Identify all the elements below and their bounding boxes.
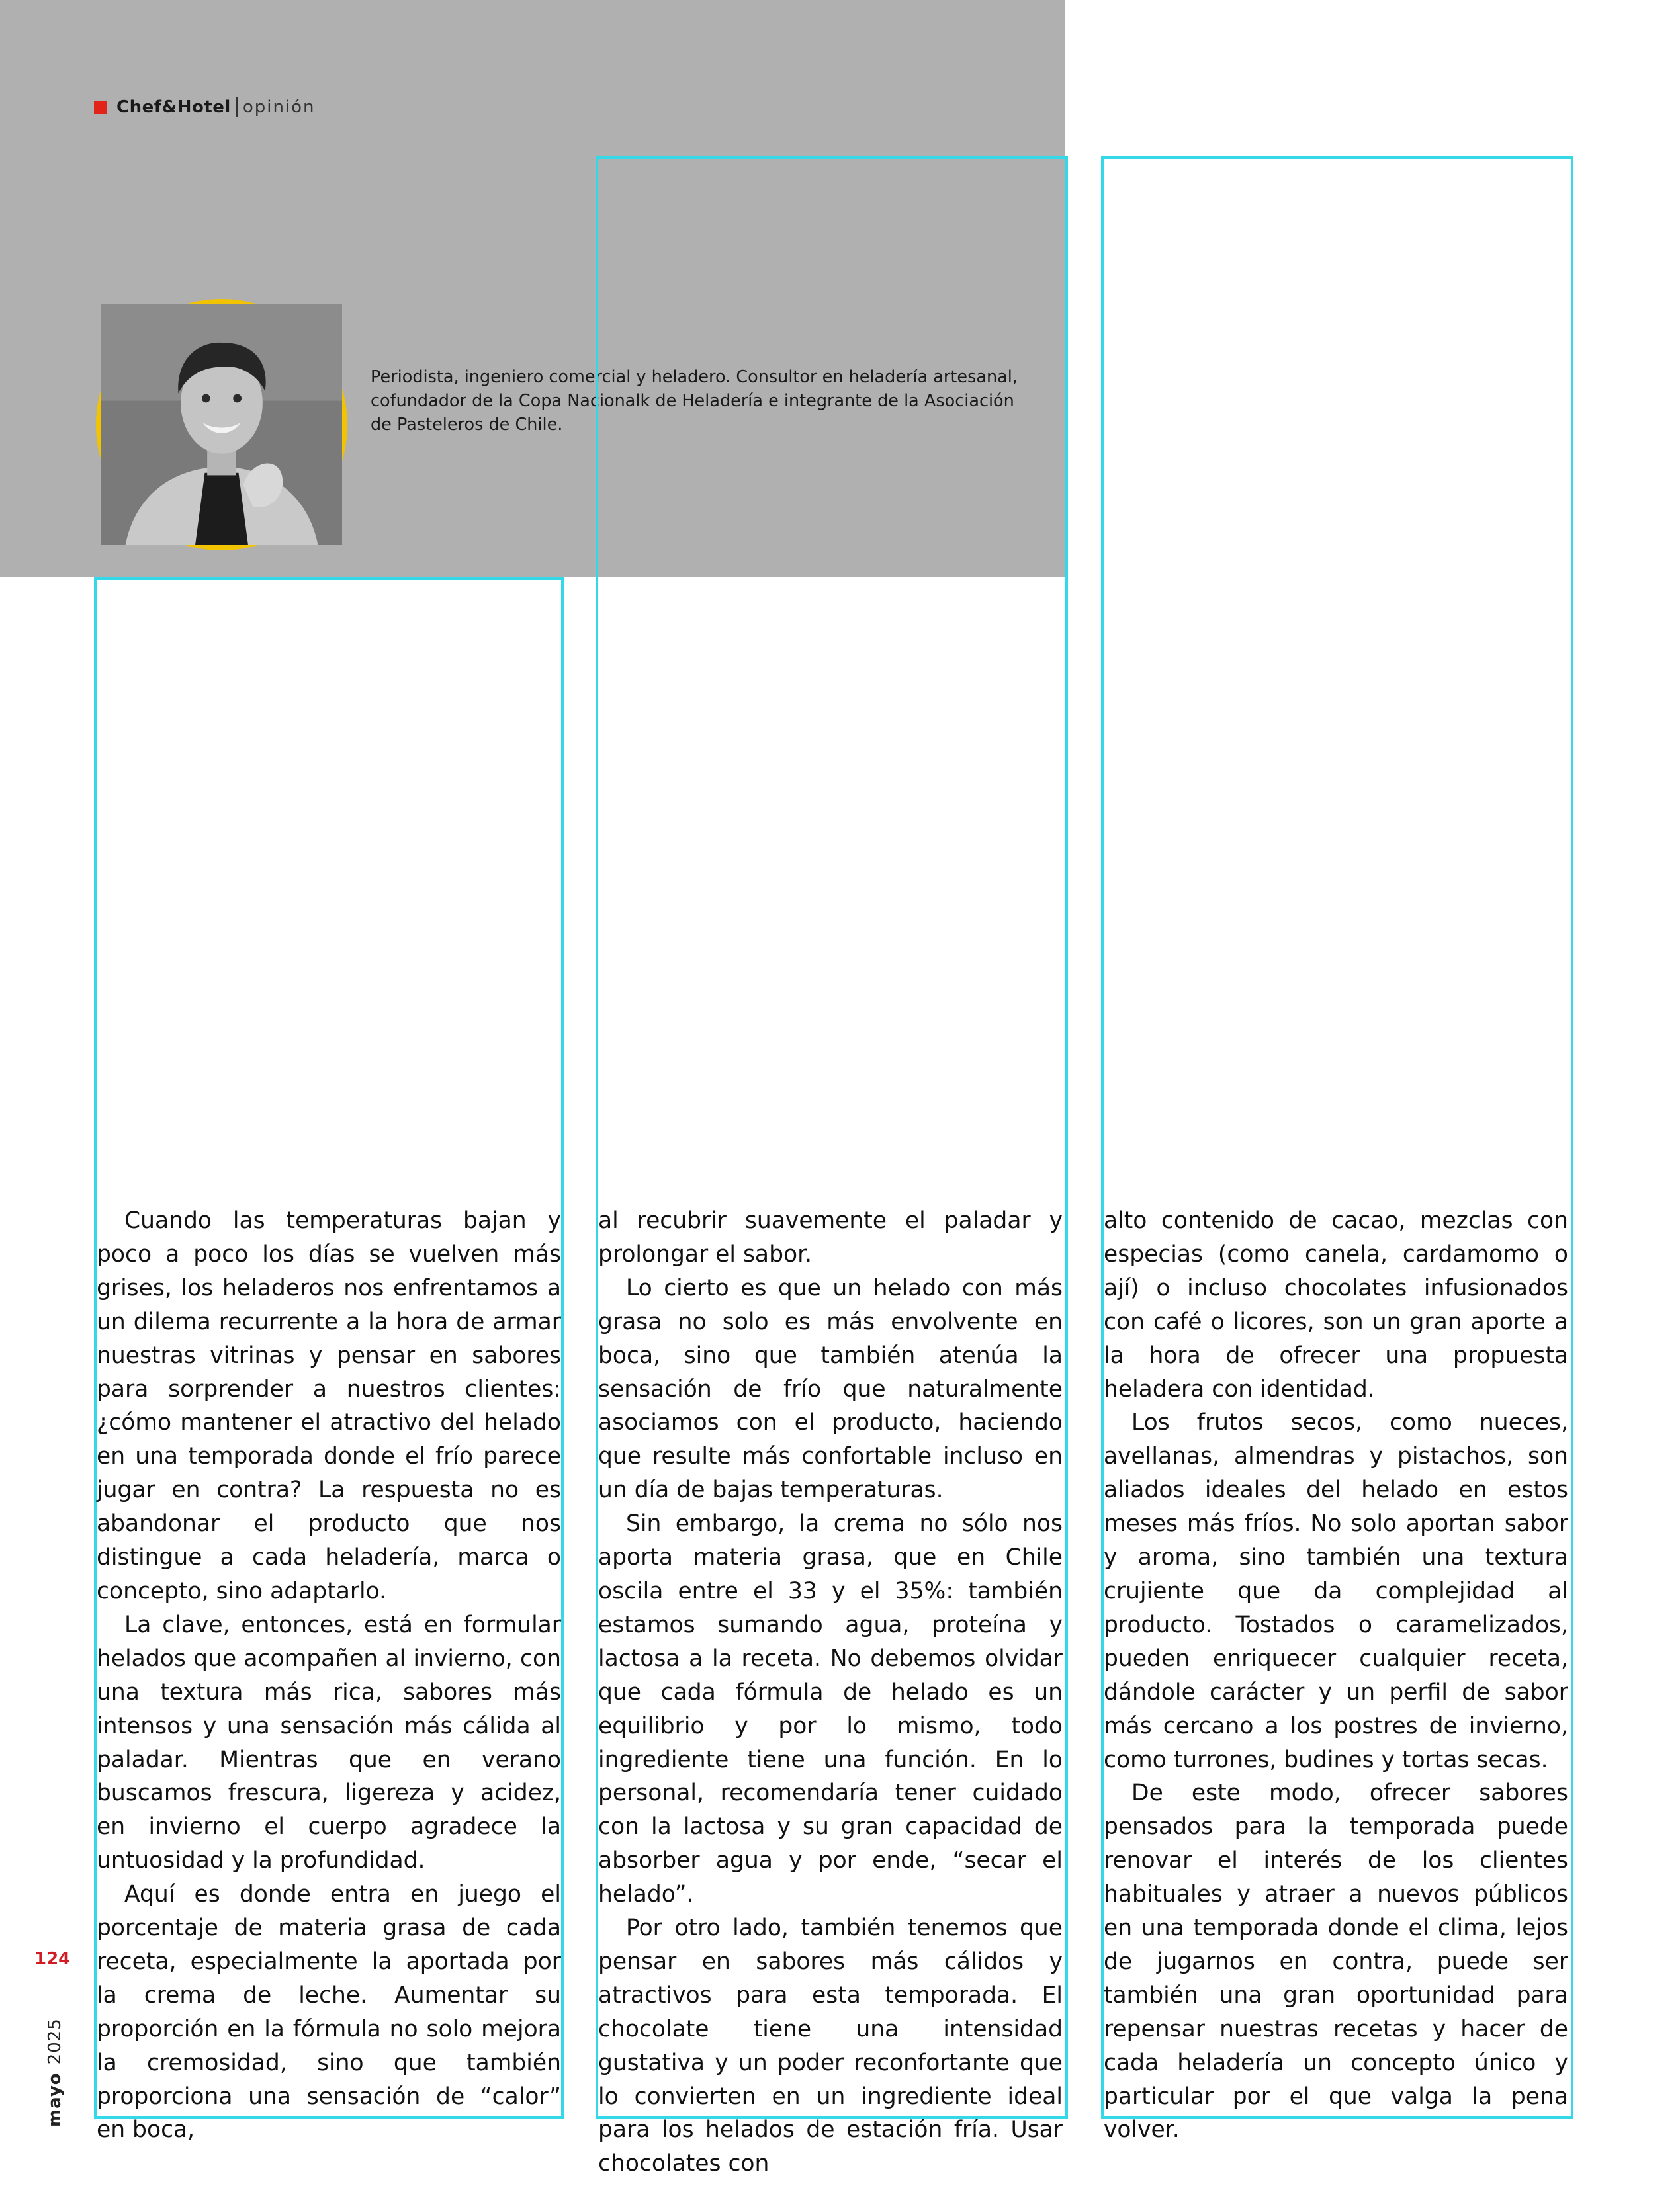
article-column-3 — [1104, 1204, 1568, 2144]
kicker-divider — [236, 97, 238, 117]
issue-month: mayo — [45, 2072, 65, 2127]
article-paragraph: Sin embargo, la crema no sólo nos aporta materia grasa, que en Chile oscila entre el 33 y el 35%: también estamos sumando agua, proteína y lactosa a la receta. No debemos olvidar que cada fórmula de helado es un equilibrio y por lo mismo, todo ingrediente tiene una función. En lo personal, recomendaría tener cuidado con la lactosa y su gran capacidad de absorber agua y por ende, “secar el helado”. — [598, 1510, 1063, 1908]
article-paragraph: al recubrir suavemente el paladar y prolongar el sabor. — [598, 1207, 1063, 1268]
article-paragraph: Lo cierto es que un helado con más grasa no solo es más envolvente en boca, sino que también atenúa la sensación de frío que naturalmente asociamos con el producto, haciendo que resulte más confortable incluso en un día de bajas temperaturas. — [598, 1274, 1063, 1504]
article-column-2 — [598, 1204, 1063, 2177]
red-square-icon — [94, 101, 107, 114]
magazine-brand: Chef&Hotel — [116, 97, 231, 117]
section-kicker — [94, 94, 316, 120]
issue-date — [45, 2018, 65, 2127]
article-paragraph: alto contenido de cacao, mezclas con especias (como canela, cardamomo o ají) o incluso chocolates infusionados con café o licores, son un gran aporte a la hora de ofrecer una propuesta heladera con identidad. — [1104, 1207, 1568, 1403]
author-portrait-icon — [101, 304, 342, 545]
author-bio: Periodista, ingeniero comercial y heladero. Consultor en heladería artesanal, cofundador de la Copa Nacionalk de Heladería e integrante de la Asociación de Pasteleros de Chile. — [371, 367, 1018, 435]
article-column-1 — [97, 1204, 561, 2144]
issue-year: 2025 — [45, 2018, 65, 2065]
article-paragraph: De este modo, ofrecer sabores pensados para la temporada puede renovar el interés de los clientes habituales y atraer a nuevos públicos en una temporada donde el clima, lejos de jugarnos en contra, puede ser también una gran oportunidad para repensar nuestras recetas y hacer de cada heladería un concepto único y particular por el que valga la pena volver. — [1104, 1780, 1568, 2144]
article-paragraph: Por otro lado, también tenemos que pensar en sabores más cálidos y atractivos para esta temporada. El chocolate tiene una intensidad gustativa y un poder reconfortante que lo convierten en un ingrediente ideal para los helados de estación fría. Usar chocolates con — [598, 1915, 1063, 2177]
author-photo-frame — [96, 299, 347, 550]
author-photo — [101, 304, 342, 545]
page-number: 124 — [34, 1949, 71, 1969]
article-paragraph: Cuando las temperaturas bajan y poco a poco los días se vuelven más grises, los heladeros nos enfrentamos a un dilema recurrente a la hora de armar nuestras vitrinas y pensar en sabores para sorprender a nuestros clientes: ¿cómo mantener el atractivo del helado en una temporada donde el frío parece jugar en contra? La respuesta no es abandonar el producto que nos distingue a cada heladería, marca o concepto, sino adaptarlo. — [97, 1207, 561, 1604]
article-paragraph: La clave, entonces, está en formular helados que acompañen al invierno, con una textura más rica, sabores más intensos y una sensación más cálida al paladar. Mientras que en verano buscamos frescura, ligereza y acidez, en invierno el cuerpo agradece la untuosidad y la profundidad. — [97, 1611, 561, 1874]
article-paragraph: Aquí es donde entra en juego el porcentaje de materia grasa de cada receta, especialmente la aportada por la crema de leche. Aumentar su proporción en la fórmula no solo mejora la cremosidad, sino que también proporciona una sensación de “calor” en boca, — [97, 1881, 561, 2144]
article-paragraph: Los frutos secos, como nueces, avellanas, almendras y pistachos, son aliados ideales del helado en estos meses más fríos. No solo aportan sabor y aroma, sino también una textura crujiente que da complejidad al producto. Tostados o caramelizados, pueden enriquecer cualquier receta, dándole carácter y un perfil de sabor más cercano a los postres de invierno, como turrones, budines y tortas secas. — [1104, 1409, 1568, 1773]
section-name: opinión — [242, 97, 316, 117]
